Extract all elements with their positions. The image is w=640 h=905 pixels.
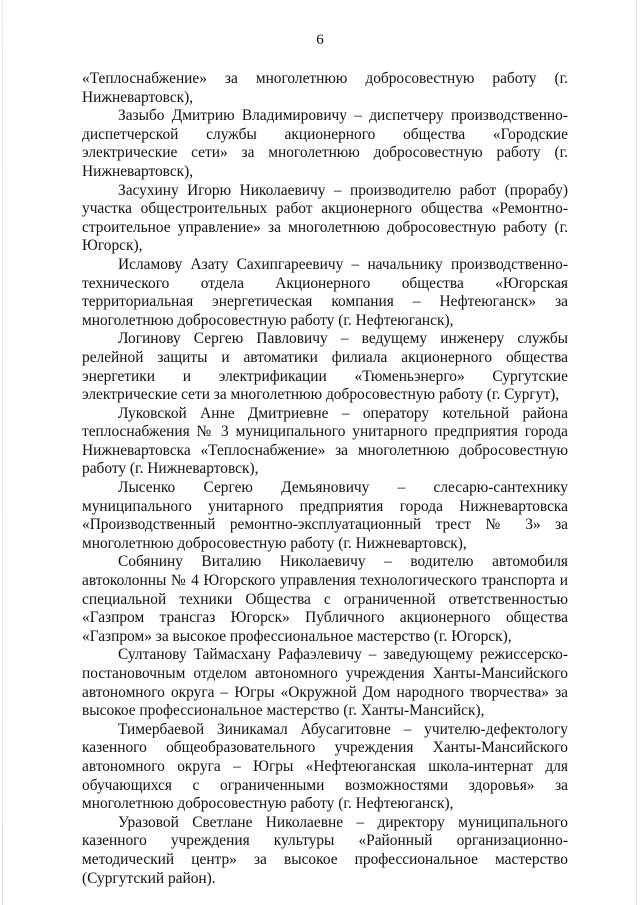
page-number: 6 [316, 32, 324, 48]
paragraph: Султанову Таймасхану Рафаэлевичу – заведующему режиссерско-постановочным отделом автономного учреждения Ханты-Мансийского автономного округа – Югры «Окружной Дом народного творчества» за высокое профессиональное мастерство (г. Ханты-Мансийск), [82, 646, 568, 720]
paragraph: Уразовой Светлане Николаевне – директору муниципального казенного учреждения культуры «Районный организационно-методический центр» за высокое профессиональное мастерство (Сургутский район). [82, 813, 568, 887]
paragraph: Собянину Виталию Николаевичу – водителю автомобиля автоколонны № 4 Югорского управления технологического транспорта и специальной техники Общества с ограниченной ответственностью «Газпром трансгаз Югорск» Публичного акционерного общества «Газпром» за высокое профессиональное мастерство (г. Югорск), [82, 553, 568, 645]
paragraph: Тимербаевой Зиникамал Абусагитовне – учителю-дефектологу казенного общеобразовательного учреждения Ханты-Мансийского автономного округа – Югры «Нефтеюганская школа-интернат для обучающихся с ограниченными возможностями здоровья» за многолетнюю добросовестную работу (г. Нефтеюганск), [82, 720, 568, 813]
paragraph: «Теплоснабжение» за многолетнюю добросовестную работу (г. Нижневартовск), [82, 70, 568, 106]
paragraph: Засухину Игорю Николаевичу – производителю работ (прорабу) участка общестроительных работ акционерного общества «Ремонтно-строительное управление» за многолетнюю добросовестную работу (г. Югорск), [82, 181, 568, 255]
paragraph: Луковской Анне Дмитриевне – оператору котельной района теплоснабжения № 3 муниципального унитарного предприятия города Нижневартовска «Теплоснабжение» за многолетнюю добросовестную работу (г. Нижневартовск), [82, 404, 568, 478]
document-body [82, 70, 568, 888]
paragraph: Зазыбо Дмитрию Владимировичу – диспетчеру производственно-диспетчерской службы акционерного общества «Городские электрические сети» за многолетнюю добросовестную работу (г. Нижневартовск), [82, 107, 568, 180]
scan-edge-right [636, 0, 637, 905]
paragraph: Лысенко Сергею Демьяновичу – слесарю-сантехнику муниципального унитарного предприятия города Нижневартовска «Производственный ремонтно-эксплуатационный трест № 3» за многолетнюю добросовестную работу (г. Нижневартовск), [82, 479, 568, 552]
paragraph: Логинову Сергею Павловичу – ведущему инженеру службы релейной защиты и автоматики филиала акционерного общества энергетики и электрификации «Тюменьэнерго» Сургутские электрические сети за многолетнюю добросовестную работу (г. Сургут), [82, 330, 568, 404]
scan-edge-left [2, 0, 3, 905]
paragraph: Исламову Азату Сахипгареевичу – начальнику производственно-технического отдела Акционерного общества «Югорская территориальная энергетическая компания – Нефтеюганск» за многолетнюю добросовестную работу (г. Нефтеюганск), [82, 255, 568, 329]
